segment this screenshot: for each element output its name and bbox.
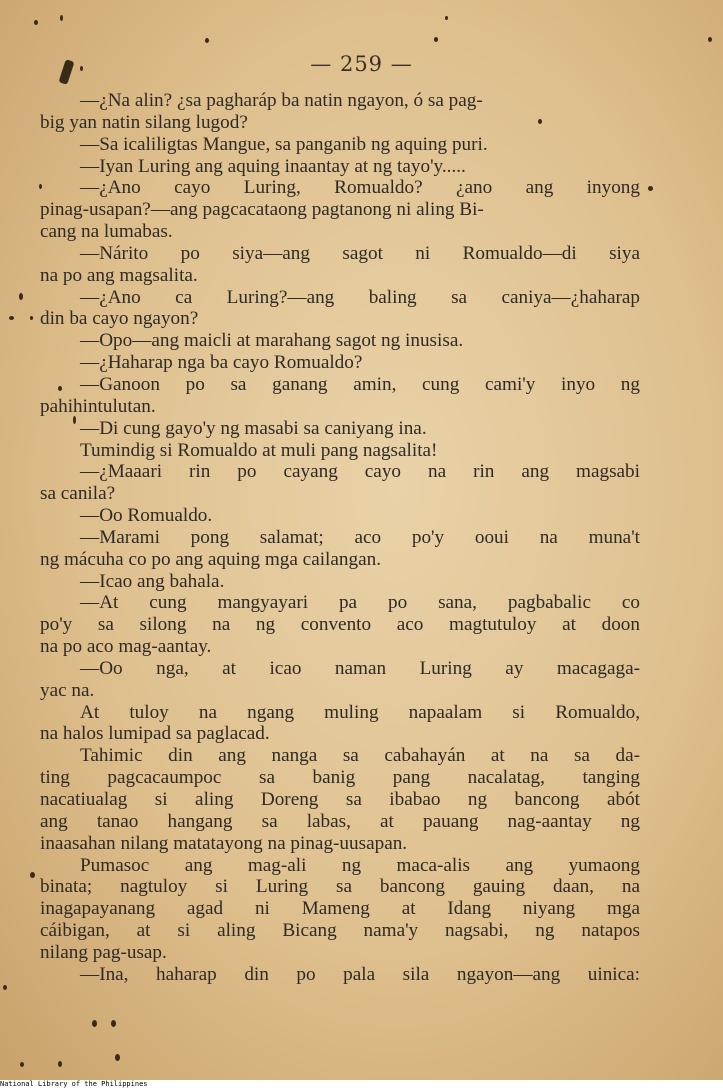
ink-speck	[19, 293, 23, 300]
ink-speck	[30, 316, 33, 320]
text-line: po'y sa silong na ng convento aco magtutuloy at doon	[40, 614, 640, 636]
ink-speck	[30, 872, 35, 878]
text-line: —Ganoon po sa ganang amin, cung cami'y inyo ng	[80, 373, 640, 395]
text-line: —Iyan Luring ang aquing inaantay at ng tayo'y.....	[80, 155, 466, 177]
text-line: na po ang magsalita.	[40, 264, 198, 286]
text-line: nacatiualag si aling Doreng sa ibabao ng bancong abót	[40, 789, 640, 810]
text-line: din ba cayo ngayon?	[40, 308, 199, 330]
text-line: —Oo nga, at icao naman Luring ay macagaga-	[80, 657, 640, 679]
ink-speck	[708, 37, 712, 42]
text-line: Pumasoc ang mag-ali ng maca-alis ang yumaong	[80, 854, 640, 876]
ink-speck	[111, 1020, 116, 1027]
ink-speck	[60, 15, 63, 21]
text-line: —¿Ano ca Luring?—ang baling sa caniya—¿haharap	[80, 286, 640, 308]
text-line: yac na.	[40, 679, 95, 701]
ink-speck	[445, 16, 448, 20]
text-line: Tumindig si Romualdo at muli pang nagsalita!	[80, 439, 438, 461]
page-number: — 259 —	[310, 52, 413, 76]
ink-speck	[58, 1061, 62, 1067]
text-line: ng mácuha co po ang aquing mga cailangan.	[40, 548, 381, 570]
text-line: —Nárito po siya—ang sagot ni Romualdo—di siya	[80, 242, 640, 264]
text-line: ting pagcacaumpoc sa banig pang nacalatag, tanging	[40, 767, 640, 789]
text-line: na halos lumipad sa paglacad.	[40, 723, 270, 745]
text-line: —¿Na alin? ¿sa pagharáp ba natin ngayon, ó sa pag-	[80, 90, 483, 111]
text-line: —Opo—ang maicli at marahang sagot ng inusisa.	[80, 330, 464, 352]
text-line: —Icao ang bahala.	[80, 570, 225, 592]
ink-speck	[34, 20, 38, 25]
text-line: —Ina, haharap din po pala sila ngayon—ang uinica:	[80, 963, 640, 985]
text-line: nilang pag-usap.	[40, 941, 167, 963]
text-line: —Di cung gayo'y ng masabi sa caniyang ina.	[80, 417, 427, 439]
text-line: inagapayanang agad ni Mameng at Idang niyang mga	[40, 898, 640, 920]
text-line: pahihintulutan.	[40, 395, 156, 417]
ink-speck	[205, 38, 209, 43]
text-line: —¿Maaari rin po cayang cayo na rin ang magsabi	[80, 461, 640, 483]
text-line: —¿Ano cayo Luring, Romualdo? ¿ano ang inyong	[80, 177, 640, 199]
text-line: ang tanao hangang sa labas, at pauang nag-aantay ng	[40, 810, 640, 832]
body-text	[40, 90, 640, 986]
ink-speck	[3, 985, 7, 990]
ink-speck	[434, 37, 438, 42]
text-line: —¿Haharap nga ba cayo Romualdo?	[80, 352, 363, 374]
text-line: —Marami pong salamat; aco po'y ooui na muna't	[80, 526, 640, 548]
text-line: binata; nagtuloy si Luring sa bancong gauing daan, na	[40, 876, 640, 898]
text-line: inaasahan nilang matatayong na pinag-uusapan.	[40, 832, 408, 854]
ink-speck	[20, 1062, 24, 1067]
text-line: cang na lumabas.	[40, 221, 173, 243]
text-line: At tuloy na ngang muling napaalam si Romualdo,	[80, 701, 640, 723]
text-line: na po aco mag-aantay.	[40, 636, 212, 658]
text-line: —Sa icaliligtas Mangue, sa panganib ng aquing puri.	[80, 133, 488, 155]
text-line: cáibigan, at si aling Bicang nama'y nagsabi, ng natapos	[40, 920, 640, 942]
ink-speck	[115, 1054, 120, 1061]
text-line: —At cung mangyayari pa po sana, pagbabalic co	[80, 592, 640, 614]
text-line: Tahimic din ang nanga sa cabahayán at na sa da-	[80, 745, 640, 767]
text-line: —Oo Romualdo.	[80, 505, 213, 527]
text-line: pinag-usapan?—ang pagcacataong pagtanong ni aling Bi-	[40, 199, 484, 221]
text-line: big yan natin silang lugod?	[40, 111, 248, 133]
ink-speck	[92, 1020, 97, 1027]
ink-speck	[9, 316, 14, 320]
text-line: sa canila?	[40, 483, 116, 505]
scan-credit: National Library of the Philippines	[0, 1080, 723, 1088]
ink-speck	[648, 186, 653, 191]
